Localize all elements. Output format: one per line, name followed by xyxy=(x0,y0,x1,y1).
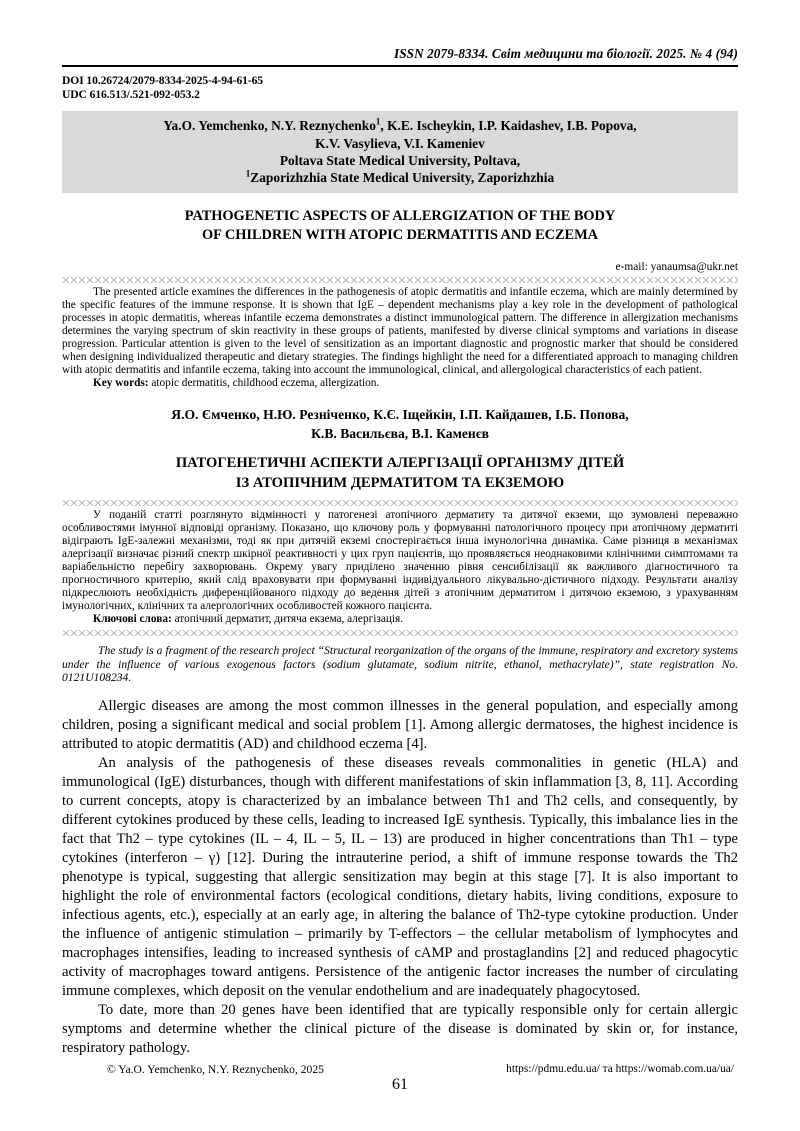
funding-note: The study is a fragment of the research project “Structural reorganization of the organs of the immune, respiratory and excretory systems under the influence of various exogenous factors (sodium glutamate, sodium nitrite, ethanol, methacrylate)”, state registration No. 0121U108234. xyxy=(62,644,738,685)
wavy-divider-middle xyxy=(62,500,738,506)
authors-en-part-1: Ya.O. Yemchenko, N.Y. Reznychenko xyxy=(163,118,376,134)
corresponding-email[interactable]: e-mail: yanaumsa@ukr.net xyxy=(615,261,738,274)
affiliation-superscript-1: 1 xyxy=(245,168,251,179)
keywords-uk-label: Ключові слова: xyxy=(93,613,172,626)
abstract-uk: У поданій статті розглянуто відмінності у патогенезі атопічного дерматиту та дитячої екземи, що зумовлені переважно особливостями імунної відповіді організму. Показано, що ключову роль у формуванні патологічного процесу при атопічному дерматиті відіграють IgE-залежні механізми, тоді як при дитячій екземі спостерігається інша імунологічна динаміка. Саме різниця в механізмах алергізації визначає різний спектр шкірної реактивності у цих груп пацієнтів, що проявляється неоднаковими клінічними симптомами та варіабельністю перебігу захворювань. Окрему увагу приділено значенню рівня сенсибілізації як важливого діагностичного та прогностичного критерію, який слід враховувати при формуванні індивідуального лікувально-дієтичного підходу. Результати аналізу підкреслюють необхідність диференційованого підходу до ведення дітей з атопічним дерматитом і дитячою екземою, з урахуванням імунологічних, клінічних та алергологічних особливостей кожного пацієнта. xyxy=(62,509,738,613)
body-paragraph-3: To date, more than 20 genes have been identified that are typically responsible only for certain allergic symptoms and determine whether the clinical picture of the disease is dominated by skin or, for instance, respiratory pathology. xyxy=(62,1001,738,1056)
keywords-en-value: atopic dermatitis, childhood eczema, allergization. xyxy=(148,377,380,390)
page-number: 61 xyxy=(392,1076,408,1093)
authors-en-part-2: , K.E. Ischeykin, I.P. Kaidashev, I.B. Popova, xyxy=(380,118,637,134)
authors-en-superscript-1: 1 xyxy=(375,116,381,127)
running-head: ISSN 2079-8334. Світ медицини та біології. 2025. № 4 (94) xyxy=(393,46,738,61)
doi-line: DOI 10.26724/2079-8334-2025-4-94-61-65 xyxy=(62,74,264,87)
authors-en-line-1 xyxy=(86,117,714,134)
authors-uk-line-1: Я.О. Ємченко, Н.Ю. Резніченко, К.Є. Іщейкін, І.П. Кайдашев, І.Б. Попова, xyxy=(171,407,629,423)
authors-en-line-2: K.V. Vasylieva, V.I. Kameniev xyxy=(315,135,485,151)
title-uk-line-1: ПАТОГЕНЕТИЧНІ АСПЕКТИ АЛЕРГІЗАЦІЇ ОРГАНІЗМУ ДІТЕЙ xyxy=(175,455,625,472)
wavy-divider-bottom xyxy=(62,630,738,636)
authors-uk-block xyxy=(62,405,738,443)
title-uk-line-2: ІЗ АТОПІЧНИМ ДЕРМАТИТОМ ТА ЕКЗЕМОЮ xyxy=(235,474,565,491)
keywords-uk-value: атопічний дерматит, дитяча екзема, алергізація. xyxy=(171,613,404,626)
author-affiliation-block xyxy=(62,111,738,193)
copyright-notice: © Ya.O. Yemchenko, N.Y. Reznychenko, 2025 xyxy=(107,1063,324,1076)
title-en-line-2: OF CHILDREN WITH ATOPIC DERMATITIS AND ECZEMA xyxy=(202,227,598,244)
keywords-en xyxy=(62,377,738,390)
title-en-line-1: PATHOGENETIC ASPECTS OF ALLERGIZATION OF THE BODY xyxy=(184,208,616,225)
affiliation-primary: Poltava State Medical University, Poltava, xyxy=(279,152,521,168)
keywords-uk xyxy=(62,613,738,626)
header-rule xyxy=(62,65,738,67)
body-paragraph-2: An analysis of the pathogenesis of these diseases reveals commonalities in genetic (HLA) and immunological (IgE) disturbances, though with different manifestations of skin inflammation [3, 8, 11]. According to current concepts, atopy is characterized by an imbalance between Th1 and Th2 cells, and consequently, by different cytokines produced by these cells, leading to increased IgE synthesis. Typically, this imbalance lies in the fact that Th2 – type cytokines (IL – 4, IL – 5, IL – 13) are produced in higher concentrations than Th1 – type cytokines (interferon – γ) [12]. During the intrauterine period, a shift of immune response towards the Th2 phenotype is typical, suggesting that allergic sensitization may begin at this stage [7]. It is also important to highlight the role of environmental factors (ecological conditions, dietary habits, living conditions, exposure to infectious agents, etc.), especially at an early age, in altering the balance of Th2-type cytokine production. Under the influence of antigenic stimulation – primarily by T-effectors – the cellular metabolism of lymphocytes and macrophages intensifies, leading to increased synthesis of cAMP and prostaglandins [2] and reduced phagocytic activity of macrophages toward antigens. Persistence of the antigenic factor increases the number of circulating immune complexes, which deposit on the venular endothelium and are inadequately phagocytosed. xyxy=(62,754,738,999)
body-paragraph-1: Allergic diseases are among the most common illnesses in the general population, and especially among children, posing a significant medical and social problem [1]. Among allergic dermatoses, the highest incidence is attributed to atopic dermatitis (AD) and childhood eczema [4]. xyxy=(62,697,738,752)
page-footer xyxy=(62,1063,738,1105)
journal-links[interactable]: https://pdmu.edu.ua/ та https://womab.com.ua/ua/ xyxy=(506,1063,734,1075)
udc-line: UDC 616.513/.521-092-053.2 xyxy=(62,88,200,102)
keywords-en-label: Key words: xyxy=(93,377,149,390)
page-title xyxy=(62,207,738,245)
affiliation-secondary xyxy=(86,169,714,186)
authors-uk-line-2: К.В. Васильєва, В.І. Каменєв xyxy=(311,426,489,442)
affiliation-secondary-text: Zaporizhzhia State Medical University, Zaporizhzhia xyxy=(250,170,555,186)
page-title-uk xyxy=(62,454,738,493)
abstract-en: The presented article examines the differences in the pathogenesis of atopic dermatitis and infantile eczema, which are mainly determined by the specific features of the immune response. It is shown that IgE – dependent mechanisms play a key role in the development of pathological processes in atopic dermatitis, whereas infantile eczema demonstrates a distinct immunological pattern. The difference in allergization mechanisms determines the varying spectrum of skin reactivity in these groups of patients, manifested by diverse clinical symptoms and variations in disease progression. Particular attention is given to the level of sensitization as an important diagnostic and prognostic marker that should be considered when designing individualized therapeutic and dietary strategies. The findings highlight the need for a differentiated approach to managing children with atopic dermatitis and infantile eczema, taking into account the immunological, clinical, and allergological characteristics of each patient. xyxy=(62,286,738,377)
wavy-divider-top xyxy=(62,277,738,283)
